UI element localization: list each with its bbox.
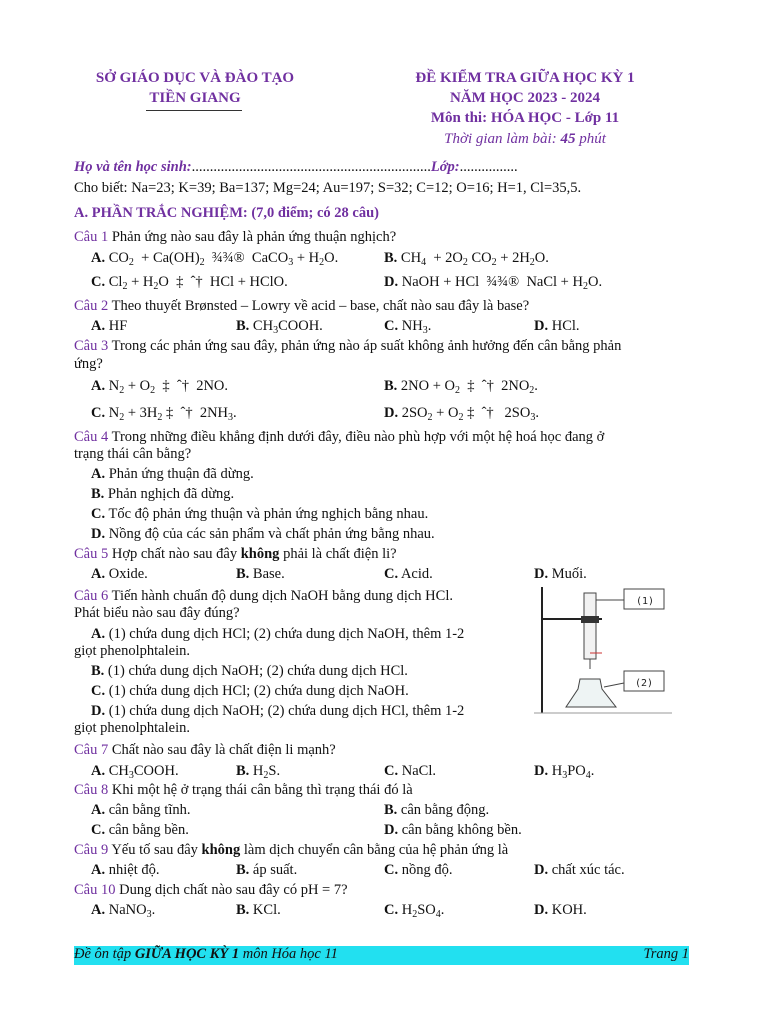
q6-option-b: B. (1) chứa dung dịch NaOH; (2) chứa dung dịch HCl. (91, 663, 408, 679)
class-label: Lớp: (430, 159, 460, 175)
q4-option-b: B. Phản nghịch đã dừng. (91, 486, 235, 502)
department-name: SỞ GIÁO DỤC VÀ ĐÀO TẠO (95, 70, 295, 86)
q5-option-c: C. Acid. (384, 566, 433, 582)
subject-line: Môn thi: HÓA HỌC - Lớp 11 (430, 110, 620, 126)
given-masses: Cho biết: Na=23; K=39; Ba=137; Mg=24; Au=197; S=32; C=12; O=16; H=1, Cl=35,5. (74, 180, 582, 196)
province-underline (146, 110, 242, 111)
time-line: Thời gian làm bài: 45 phút (444, 131, 606, 147)
q6-option-a: A. (1) chứa dung dịch HCl; (2) chứa dung dịch NaOH, thêm 1-2 (91, 626, 465, 642)
q7-option-d: D. $H_3PO_4$. (534, 763, 595, 781)
q9-option-c: C. nồng độ. (384, 862, 453, 878)
q2-option-d: D. HCl. (534, 318, 580, 334)
q1-option-b: B. $CH_4 + 2O_2$ $CO_2 + 2H_2O$. (384, 250, 549, 268)
figure-label-2: (2) (635, 678, 654, 689)
question-3: Câu 3 Trong các phản ứng sau đây, phản ứng nào áp suất không ảnh hưởng đến cân bằng phản (74, 338, 622, 354)
q6-option-d-cont: giọt phenolphtalein. (74, 720, 190, 736)
q9-option-d: D. chất xúc tác. (534, 862, 625, 878)
question-5: Câu 5 Hợp chất nào sau đây không phải là chất điện li? (74, 546, 397, 562)
question-2: Câu 2 Theo thuyết Brønsted – Lowry về acid – base, chất nào sau đây là base? (74, 298, 530, 314)
q7-option-a: A. $CH_3COOH$. (91, 763, 179, 781)
section-a-title: A. PHẦN TRẮC NGHIỆM: (7,0 điểm; có 28 câu) (74, 205, 380, 221)
question-1: Câu 1 Phản ứng nào sau đây là phản ứng thuận nghịch? (74, 229, 397, 245)
q6-option-a-cont: giọt phenolphtalein. (74, 643, 190, 659)
q8-option-b: B. cân bằng động. (384, 802, 490, 818)
student-info-line (74, 159, 518, 176)
question-7: Câu 7 Chất nào sau đây là chất điện li mạnh? (74, 742, 336, 758)
q3-option-a: A. $N_2 + O_2$ ‡ ˆ† 2NO. (91, 378, 229, 396)
q1-option-d: D. NaOH + HCl ¾¾® NaCl + $H_2O$. (384, 274, 603, 292)
school-year: NĂM HỌC 2023 - 2024 (450, 90, 600, 106)
q10-option-b: B. KCl. (236, 902, 281, 918)
q2-option-c: C. $NH_3$. (384, 318, 432, 336)
question-6-cont: Phát biểu nào sau đây đúng? (74, 605, 240, 621)
figure-label-1: (1) (636, 596, 655, 607)
name-blank: .................................................................. (191, 159, 431, 175)
question-8: Câu 8 Khi một hệ ở trạng thái cân bằng thì trạng thái đó là (74, 782, 413, 798)
q8-option-d: D. cân bằng không bền. (384, 822, 522, 838)
q7-option-b: B. $H_2S$. (236, 763, 281, 781)
question-9: Câu 9 Yếu tố sau đây không làm dịch chuyển cân bằng của hệ phản ứng là (74, 842, 509, 858)
province-name: TIỀN GIANG (149, 90, 241, 106)
question-10: Câu 10 Dung dịch chất nào sau đây có pH = 7? (74, 882, 348, 898)
name-label: Họ và tên học sinh: (74, 159, 192, 175)
page-footer (74, 944, 689, 966)
q9-option-a: A. nhiệt độ. (91, 862, 160, 878)
q2-option-a: A. HF (91, 318, 128, 334)
q5-option-a: A. Oxide. (91, 566, 148, 582)
q6-option-c: C. (1) chứa dung dịch HCl; (2) chứa dung dịch NaOH. (91, 683, 409, 699)
titration-figure (532, 583, 674, 717)
question-4: Câu 4 Trong những điều khẳng định dưới đây, điều nào phù hợp với một hệ hoá học đang ở (74, 429, 605, 445)
class-blank: ................ (459, 159, 518, 175)
question-4-cont: trạng thái cân bằng? (74, 446, 192, 462)
q1-option-c: C. $Cl_2 + H_2O$ ‡ ˆ† HCl + HClO. (91, 274, 288, 292)
q3-option-b: B. $2NO + O_2$ ‡ ˆ† $2NO_2$. (384, 378, 538, 396)
q4-option-d: D. Nồng độ của các sản phẩm và chất phản ứng bằng nhau. (91, 526, 435, 542)
q2-option-b: B. $CH_3COOH$. (236, 318, 323, 336)
question-3-cont: ứng? (74, 356, 103, 372)
q4-option-a: A. Phản ứng thuận đã dừng. (91, 466, 254, 482)
q5-option-d: D. Muối. (534, 566, 587, 582)
q8-option-a: A. cân bằng tĩnh. (91, 802, 191, 818)
footer-title: Đề ôn tập GIỮA HỌC KỲ 1 môn Hóa học 11 (74, 946, 338, 962)
q6-option-d: D. (1) chứa dung dịch NaOH; (2) chứa dung dịch HCl, thêm 1-2 (91, 703, 465, 719)
q5-option-b: B. Base. (236, 566, 285, 582)
question-6: Câu 6 Tiến hành chuẩn độ dung dịch NaOH bằng dung dịch HCl. (74, 588, 453, 604)
q1-option-a: A. $CO_2 + Ca(OH)_2$ ¾¾® CaCO$_3$ + $H_2O$. (91, 250, 339, 268)
q4-option-c: C. Tốc độ phản ứng thuận và phản ứng nghịch bằng nhau. (91, 506, 429, 522)
q10-option-c: C. $H_2SO_4$. (384, 902, 445, 920)
q9-option-b: B. áp suất. (236, 862, 298, 878)
q3-option-d: D. $2SO_2 + O_2$ ‡ ˆ† $2SO_3$. (384, 405, 539, 423)
q3-option-c: C. $N_2 + 3H_2$ ‡ ˆ† $2NH_3$. (91, 405, 237, 423)
q10-option-a: A. NaNO$_3$. (91, 902, 156, 920)
q8-option-c: C. cân bằng bền. (91, 822, 189, 838)
q7-option-c: C. NaCl. (384, 763, 436, 779)
exam-title: ĐỀ KIỂM TRA GIỮA HỌC KỲ 1 (415, 70, 635, 86)
titration-diagram (532, 583, 674, 717)
footer-page-number: Trang 1 (643, 946, 689, 962)
q10-option-d: D. KOH. (534, 902, 587, 918)
